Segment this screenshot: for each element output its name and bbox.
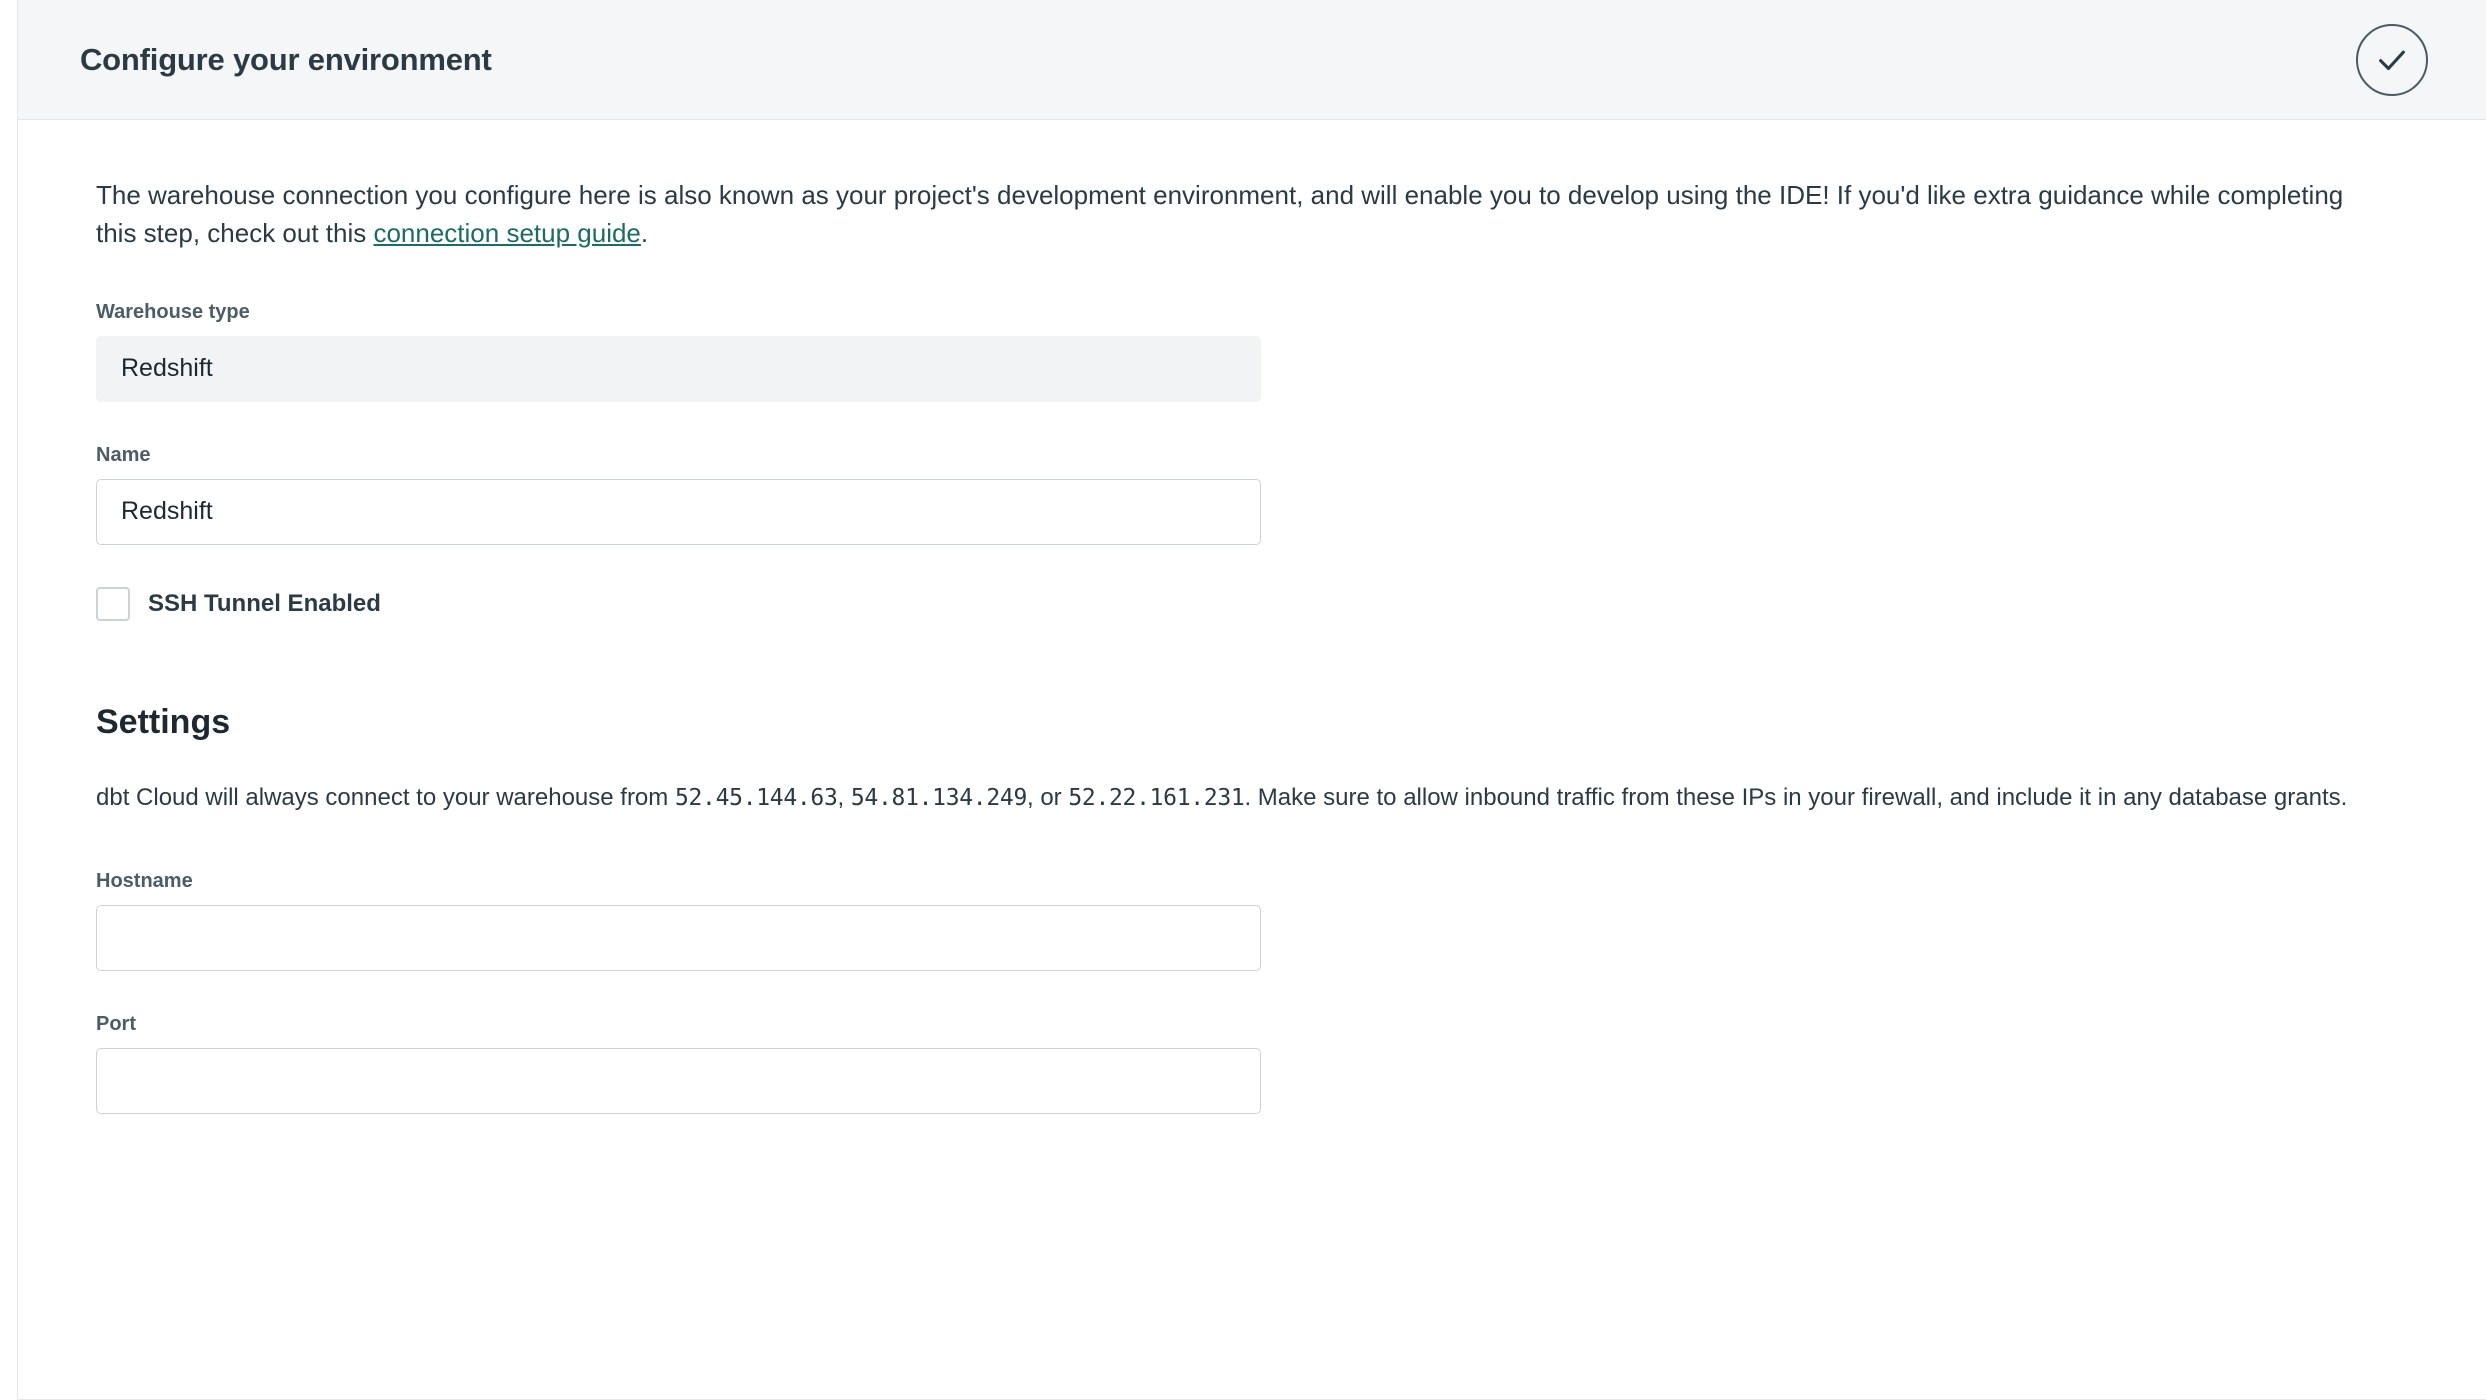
configure-environment-card: [17, 0, 2486, 1400]
name-field: [96, 444, 2424, 545]
settings-heading: Settings: [96, 702, 231, 741]
ip-address-1: 52.45.144.63: [674, 784, 838, 811]
card-header: [18, 0, 2486, 120]
check-icon: [2375, 43, 2409, 77]
warehouse-type-field: [96, 301, 2424, 402]
port-input[interactable]: [96, 1048, 1261, 1114]
connection-setup-guide-link[interactable]: connection setup guide: [373, 218, 641, 249]
card-body: [18, 120, 2486, 1114]
hostname-field: [96, 870, 2424, 971]
ssh-tunnel-checkbox[interactable]: [96, 587, 130, 621]
settings-text-part2: . Make sure to allow inbound traffic from these IPs in your firewall, and include it in any database grants.: [1244, 783, 2348, 811]
warehouse-type-value: Redshift: [96, 336, 1261, 402]
hostname-input[interactable]: [96, 905, 1261, 971]
check-circle-icon: [2356, 24, 2428, 96]
ip-address-3: 52.22.161.231: [1068, 784, 1245, 811]
settings-description: [96, 780, 2386, 816]
intro-text-before: The warehouse connection you configure here is also known as your project's development environment, and will enable you to develop using the IDE! If you'd like extra guidance while completing this step, check out this: [96, 180, 2344, 249]
settings-text-part1: dbt Cloud will always connect to your warehouse from: [96, 783, 675, 811]
hostname-label: Hostname: [96, 869, 193, 892]
warehouse-type-label: Warehouse type: [96, 300, 250, 323]
ip-separator-1: ,: [837, 783, 851, 811]
port-field: [96, 1013, 2424, 1114]
port-label: Port: [96, 1012, 136, 1035]
name-input[interactable]: [96, 479, 1261, 545]
intro-paragraph: [96, 176, 2346, 253]
intro-text-after: .: [640, 218, 649, 249]
ip-separator-2: , or: [1027, 783, 1069, 811]
page-title: Configure your environment: [80, 41, 492, 77]
name-label: Name: [96, 443, 151, 466]
ip-address-2: 54.81.134.249: [850, 784, 1027, 811]
ssh-tunnel-row[interactable]: [96, 587, 2424, 621]
ssh-tunnel-label: SSH Tunnel Enabled: [148, 589, 381, 617]
